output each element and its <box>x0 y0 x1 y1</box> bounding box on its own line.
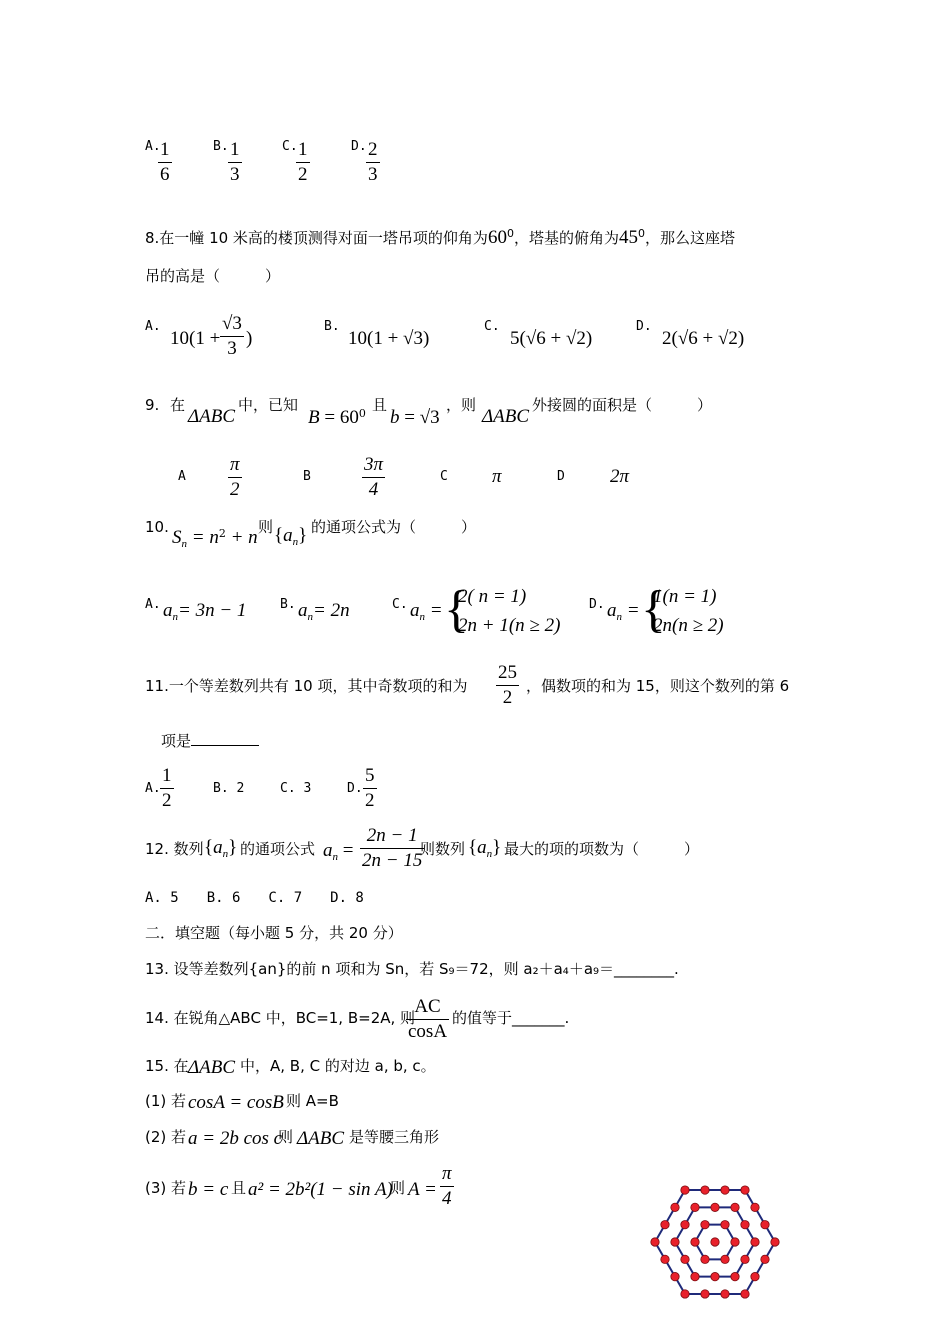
q15-triangle: ΔABC <box>188 1057 236 1078</box>
hex-ring-3-dot <box>671 1203 679 1211</box>
q14-text-end: 的值等于_______. <box>452 1009 570 1027</box>
q9-text-known: 中，已知 <box>238 396 299 414</box>
hex-ring-2-dot <box>681 1255 689 1263</box>
q11-option-a-fraction: 1 2 <box>162 765 172 811</box>
q9-option-b-fraction: 3π 4 <box>364 454 384 500</box>
hex-ring-1-dot <box>731 1238 739 1246</box>
hex-ring-2-dot <box>671 1238 679 1246</box>
q15-statement2-prefix: (2) 若 <box>145 1128 187 1146</box>
q12-sequence: $\{a_n\}$ <box>204 837 238 860</box>
hex-ring-3-dot <box>651 1238 659 1246</box>
q9-triangle-2: ΔABC <box>482 406 530 427</box>
q15-statement2-conclusion: 是等腰三角形 <box>349 1128 440 1146</box>
q10-text-then: 则 <box>258 518 274 536</box>
q8-option-a-fraction: √3 3 <box>222 313 242 359</box>
hex-ring-2-dot <box>691 1203 699 1211</box>
q10-option-c-case1: 2( n = 1) <box>458 586 527 607</box>
q9-number: 9. <box>145 396 160 414</box>
hex-ring-3-dot <box>701 1186 709 1194</box>
q10-option-d-brace: { <box>641 581 666 638</box>
q11-option-d-fraction: 5 2 <box>365 765 375 811</box>
section-fill-in-heading: 二．填空题（每小题 5 分，共 20 分） <box>145 924 403 942</box>
q15-statement2-formula: a = 2b cos c <box>188 1128 283 1149</box>
q15-statement1-prefix: (1) 若 <box>145 1092 187 1110</box>
hex-ring-2-dot <box>711 1272 719 1280</box>
q12-text-then: 则数列 <box>420 840 466 858</box>
q12-text-general: 的通项公式 <box>240 840 316 858</box>
q15-statement3-prefix: (3) 若 <box>145 1179 187 1197</box>
q9-option-c-value: π <box>492 466 502 487</box>
q7-option-b-fraction: 1 3 <box>230 139 240 185</box>
q9-triangle: ΔABC <box>188 406 236 427</box>
q7-option-a-fraction: 1 6 <box>160 139 170 185</box>
q9-option-c-label: C <box>440 469 448 484</box>
q11-question-part1: 11.一个等差数列共有 10 项，其中奇数项的和为 <box>145 677 468 695</box>
q9-option-a-label: A <box>178 469 186 484</box>
q15-statement3-then: 则 <box>390 1179 406 1197</box>
q15-statement3-condition2: a² = 2b²(1 − sin A) <box>248 1179 393 1200</box>
hex-ring-2-dot <box>741 1220 749 1228</box>
q8-option-d-expr: 2(√6 + √2) <box>662 328 745 349</box>
q11-option-b: B. 2 <box>213 781 245 796</box>
q15-statement3-A: A = <box>408 1179 437 1200</box>
q10-option-a-label: A. <box>145 597 161 612</box>
hex-ring-2-dot <box>741 1255 749 1263</box>
hex-ring-2-dot <box>731 1203 739 1211</box>
hex-ring-1-dot <box>721 1255 729 1263</box>
q10-option-d-label: D. <box>589 597 605 612</box>
q9-text-and: 且 <box>372 396 388 414</box>
q10-option-d-lhs: $a_n$ = <box>607 600 640 623</box>
hex-ring-3-dot <box>741 1186 749 1194</box>
q12-an-eq: $a_n$ = <box>323 840 354 863</box>
q15-statement3-fraction: π 4 <box>442 1163 452 1209</box>
q10-option-c-brace: { <box>444 581 469 638</box>
hex-ring-3-dot <box>771 1238 779 1246</box>
q10-sum-formula: $S_n = n^2 + n$ <box>172 527 258 550</box>
hex-ring-3-dot <box>761 1255 769 1263</box>
q15-statement1-formula: cosA = cosB <box>188 1092 284 1113</box>
q10-text-general-term: 的通项公式为（ ） <box>311 518 477 536</box>
q10-option-b-label: B. <box>280 597 296 612</box>
hex-ring-3-dot <box>761 1220 769 1228</box>
hex-ring-3-dot <box>661 1255 669 1263</box>
q11-question-part2: ，偶数项的和为 15，则这个数列的第 6 <box>526 677 790 695</box>
q7-option-d-fraction: 2 3 <box>368 139 378 185</box>
hex-ring-2-dot <box>691 1272 699 1280</box>
hex-ring-2-dot <box>751 1238 759 1246</box>
hex-ring-3-dot <box>701 1290 709 1298</box>
hex-ring-2-dot <box>681 1220 689 1228</box>
q10-option-b-expr: $a_n= 2n$ <box>298 600 350 623</box>
q11-option-c: C. 3 <box>280 781 312 796</box>
q8-option-d-label: D. <box>636 319 652 334</box>
q10-option-a-expr: $a_n= 3n - 1$ <box>163 600 247 623</box>
q10-option-d-case2: 2n(n ≥ 2) <box>653 615 724 636</box>
q8-option-a-expr-post: ) <box>246 328 253 349</box>
q11-option-a-label: A. <box>145 781 161 796</box>
hex-ring-3-dot <box>751 1203 759 1211</box>
q10-number: 10. <box>145 518 169 536</box>
q15-statement1-conclusion: 则 A=B <box>286 1092 339 1110</box>
hex-ring-1-dot <box>701 1220 709 1228</box>
q8-question-line2: 吊的高是（ ） <box>145 267 281 285</box>
q14-text-start: 14. 在锐角△ABC 中，BC=1, B=2A, 则 <box>145 1009 416 1027</box>
hex-ring-1-dot <box>701 1255 709 1263</box>
hex-ring-3-dot <box>751 1272 759 1280</box>
q10-option-c-label: C. <box>392 597 408 612</box>
q10-sequence: $\{a_n\}$ <box>274 525 308 548</box>
q15-statement2-then: 则 <box>278 1128 294 1146</box>
q8-option-c-label: C. <box>484 319 500 334</box>
q15-text-sides: 中，A, B, C 的对边 a, b, c。 <box>240 1057 436 1075</box>
q8-question-line1: 8.在一幢 10 米高的楼顶测得对面一塔吊项的仰角为$60^0$，塔基的俯角为$45^0$，那么这座塔 <box>145 227 735 248</box>
q15-statement3-condition1: b = c <box>188 1179 229 1200</box>
hex-ring-3-dot <box>721 1186 729 1194</box>
q9-text-in: 在 <box>170 396 186 414</box>
q12-options: A. 5 B. 6 C. 7 D. 8 <box>145 890 364 906</box>
hex-ring-3-dot <box>681 1290 689 1298</box>
q12-text-start: 12. 数列 <box>145 840 204 858</box>
q8-option-b-label: B. <box>324 319 340 334</box>
hex-ring-3-dot <box>721 1290 729 1298</box>
q10-option-d-case1: 1(n = 1) <box>653 586 717 607</box>
q9-option-b-label: B <box>303 469 311 484</box>
q9-option-d-value: 2π <box>610 466 630 487</box>
hex-ring-1-dot <box>691 1238 699 1246</box>
q12-sequence-2: $\{a_n\}$ <box>468 837 502 860</box>
q9-text-then: ，则 <box>446 396 477 414</box>
q15-statement3-and: 且 <box>231 1179 247 1197</box>
q9-option-d-label: D <box>557 469 565 484</box>
hex-ring-1-dot <box>721 1220 729 1228</box>
q9-option-a-fraction: π 2 <box>230 454 240 500</box>
q7-option-d-label: D. <box>351 139 367 154</box>
q9-angle-b: $B = 60^0$ <box>308 407 366 428</box>
q8-option-b-expr: 10(1 + √3) <box>348 328 430 349</box>
q7-option-b-label: B. <box>213 139 229 154</box>
hex-ring-3-dot <box>741 1290 749 1298</box>
hexagonal-dot-figure <box>630 1170 800 1316</box>
q8-option-a-label: A. <box>145 319 161 334</box>
q12-text-max-term: 最大的项的项数为（ ） <box>504 840 700 858</box>
hex-center-dot <box>711 1238 719 1246</box>
q8-option-a-expr-pre: 10(1 + <box>170 328 221 349</box>
hex-ring-3-dot <box>661 1220 669 1228</box>
q7-option-a-label: A. <box>145 139 161 154</box>
q9-side-b: b = √3 <box>390 407 440 428</box>
q12-formula-fraction: 2n − 1 2n − 15 <box>362 825 423 871</box>
q10-option-c-lhs: $a_n$ = <box>410 600 443 623</box>
q15-statement2-triangle: ΔABC <box>297 1128 345 1149</box>
q11-question-line2: 项是 <box>161 734 259 749</box>
q7-option-c-fraction: 1 2 <box>298 139 308 185</box>
q10-option-c-case2: 2n + 1(n ≥ 2) <box>458 615 561 636</box>
hex-ring-2-dot <box>711 1203 719 1211</box>
q13-question: 13. 设等差数列{an}的前 n 项和为 Sn，若 S₉＝72，则 a₂＋a₄＋a₉＝________. <box>145 960 679 978</box>
q7-option-c-label: C. <box>282 139 298 154</box>
q15-text-in: 15. 在 <box>145 1057 189 1075</box>
hex-ring-3-dot <box>671 1272 679 1280</box>
q8-option-c-expr: 5(√6 + √2) <box>510 328 593 349</box>
q11-odd-sum-fraction: 25 2 <box>498 662 517 708</box>
q14-fraction: AC cosA <box>408 996 448 1042</box>
hex-ring-2-dot <box>731 1272 739 1280</box>
q9-text-circumcircle: 外接圆的面积是（ ） <box>532 396 713 414</box>
q11-option-d-label: D. <box>347 781 363 796</box>
hex-ring-3-dot <box>681 1186 689 1194</box>
